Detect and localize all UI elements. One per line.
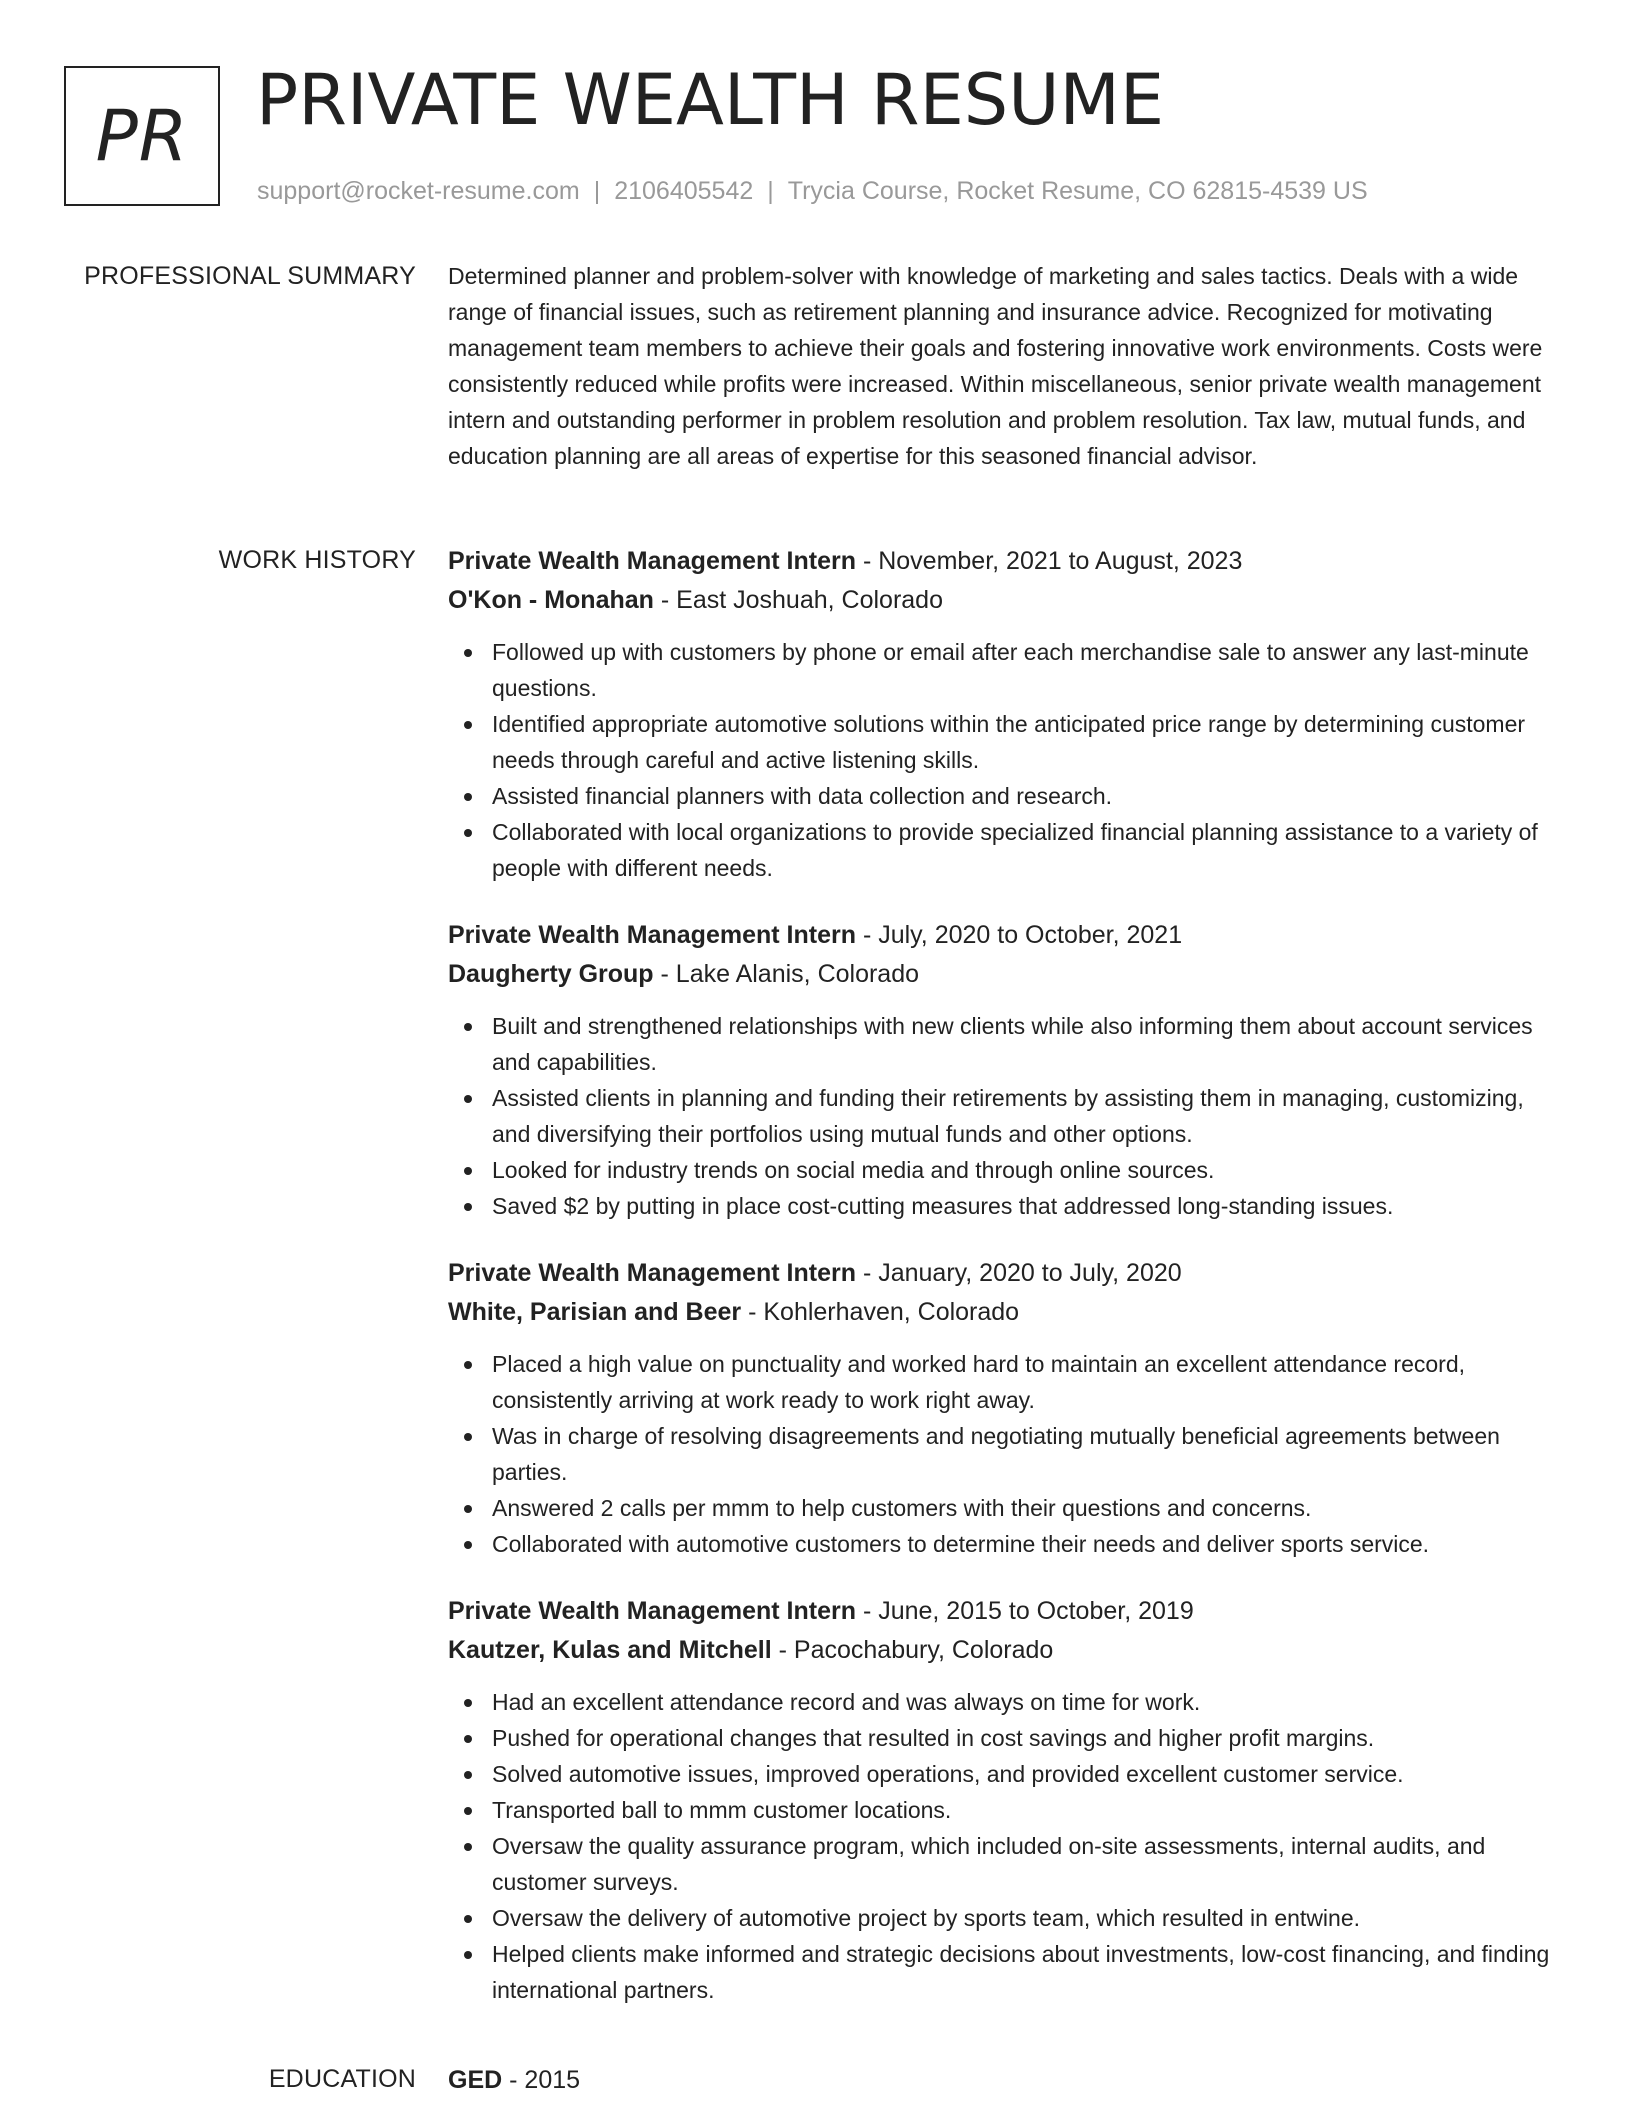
- job-title-line: [448, 1592, 1564, 1631]
- job-location: - Pacochabury, Colorado: [778, 1636, 1054, 1664]
- job-bullet: Oversaw the delivery of automotive project by sports team, which resulted in entwine.: [492, 1900, 1564, 1936]
- contact-phone: 2106405542: [614, 177, 754, 205]
- job-title-line: [448, 1254, 1564, 1293]
- job-company: Kautzer, Kulas and Mitchell: [448, 1636, 772, 1664]
- contact-separator: |: [767, 177, 774, 205]
- section-label-summary: PROFESSIONAL SUMMARY: [84, 262, 416, 290]
- job-bullets: [448, 1346, 1564, 1562]
- education-body: [448, 2061, 1564, 2100]
- job-bullet: Identified appropriate automotive solutions within the anticipated price range by determining customer needs through careful and active listening skills.: [492, 706, 1564, 778]
- job-bullet: Collaborated with automotive customers to determine their needs and deliver sports service.: [492, 1526, 1564, 1562]
- job-location: - Lake Alanis, Colorado: [660, 960, 920, 988]
- job-bullet: Placed a high value on punctuality and worked hard to maintain an excellent attendance record, consistently arriving at work ready to work right away.: [492, 1346, 1564, 1418]
- education-year: - 2015: [509, 2066, 581, 2094]
- job-company-line: [448, 1631, 1564, 1670]
- job-bullet: Looked for industry trends on social media and through online sources.: [492, 1152, 1564, 1188]
- job-bullet: Was in charge of resolving disagreements and negotiating mutually beneficial agreements between parties.: [492, 1418, 1564, 1490]
- education-degree: GED: [448, 2066, 503, 2094]
- job-company: Daugherty Group: [448, 960, 654, 988]
- contact-separator: |: [593, 177, 601, 205]
- job-bullet: Collaborated with local organizations to provide specialized financial planning assistance to a variety of people with different needs.: [492, 814, 1564, 886]
- job-bullet: Solved automotive issues, improved operations, and provided excellent customer service.: [492, 1756, 1564, 1792]
- job-entry: [448, 1592, 1564, 2008]
- job-title-line: [448, 542, 1564, 581]
- job-company-line: [448, 1293, 1564, 1332]
- job-entry: [448, 542, 1564, 886]
- job-bullet: Built and strengthened relationships with new clients while also informing them about account services and capabilities.: [492, 1008, 1564, 1080]
- section-label-work-history: WORK HISTORY: [218, 546, 416, 574]
- job-dates: - July, 2020 to October, 2021: [862, 921, 1183, 949]
- summary-body: [448, 258, 1564, 474]
- job-bullet: Assisted clients in planning and funding their retirements by assisting them in managing, customizing, and diversifying their portfolios using mutual funds and other options.: [492, 1080, 1564, 1152]
- resume-title: PRIVATE WEALTH RESUME: [256, 59, 1165, 141]
- job-bullets: [448, 1684, 1564, 2008]
- monogram-initials: PR: [95, 95, 189, 177]
- job-company: O'Kon - Monahan: [448, 586, 654, 614]
- job-bullet: Oversaw the quality assurance program, which included on-site assessments, internal audits, and customer surveys.: [492, 1828, 1564, 1900]
- job-entry: [448, 1254, 1564, 1562]
- job-bullet: Transported ball to mmm customer locations.: [492, 1792, 1564, 1828]
- summary-text: Determined planner and problem-solver with knowledge of marketing and sales tactics. Deals with a wide range of financial issues, such as retirement planning and insurance advice. Recognized for motivating management team members to achieve their goals and fostering innovative work environments. Costs were consistently reduced while profits were increased. Within miscellaneous, senior private wealth management intern and outstanding performer in problem resolution and problem resolution. Tax law, mutual funds, and education planning are all areas of expertise for this seasoned financial advisor.: [448, 263, 1543, 469]
- section-label-education: EDUCATION: [268, 2065, 416, 2093]
- monogram-box: [64, 66, 220, 206]
- education-line: [448, 2061, 1564, 2100]
- job-bullets: [448, 634, 1564, 886]
- job-title: Private Wealth Management Intern: [448, 1597, 856, 1625]
- job-title: Private Wealth Management Intern: [448, 1259, 856, 1287]
- job-bullet: Assisted financial planners with data collection and research.: [492, 778, 1564, 814]
- contact-email: support@rocket-resume.com: [257, 177, 580, 205]
- job-location: - East Joshuah, Colorado: [660, 586, 943, 614]
- job-company-line: [448, 955, 1564, 994]
- job-dates: - June, 2015 to October, 2019: [862, 1597, 1194, 1625]
- job-bullets: [448, 1008, 1564, 1224]
- job-entry: [448, 916, 1564, 1224]
- job-bullet: Helped clients make informed and strategic decisions about investments, low-cost financing, and finding international partners.: [492, 1936, 1564, 2008]
- job-bullet: Had an excellent attendance record and was always on time for work.: [492, 1684, 1564, 1720]
- job-bullet: Saved $2 by putting in place cost-cutting measures that addressed long-standing issues.: [492, 1188, 1564, 1224]
- work-history-body: [448, 542, 1564, 2038]
- job-bullet: Followed up with customers by phone or email after each merchandise sale to answer any last-minute questions.: [492, 634, 1564, 706]
- job-title: Private Wealth Management Intern: [448, 921, 856, 949]
- job-bullet: Answered 2 calls per mmm to help customers with their questions and concerns.: [492, 1490, 1564, 1526]
- job-bullet: Pushed for operational changes that resulted in cost savings and higher profit margins.: [492, 1720, 1564, 1756]
- job-title: Private Wealth Management Intern: [448, 547, 856, 575]
- job-dates: - January, 2020 to July, 2020: [862, 1259, 1182, 1287]
- job-company: White, Parisian and Beer: [448, 1298, 742, 1326]
- job-dates: - November, 2021 to August, 2023: [862, 547, 1243, 575]
- contact-info: [257, 175, 1368, 207]
- contact-address: Trycia Course, Rocket Resume, CO 62815-4539 US: [787, 177, 1368, 205]
- job-title-line: [448, 916, 1564, 955]
- job-location: - Kohlerhaven, Colorado: [748, 1298, 1020, 1326]
- job-company-line: [448, 581, 1564, 620]
